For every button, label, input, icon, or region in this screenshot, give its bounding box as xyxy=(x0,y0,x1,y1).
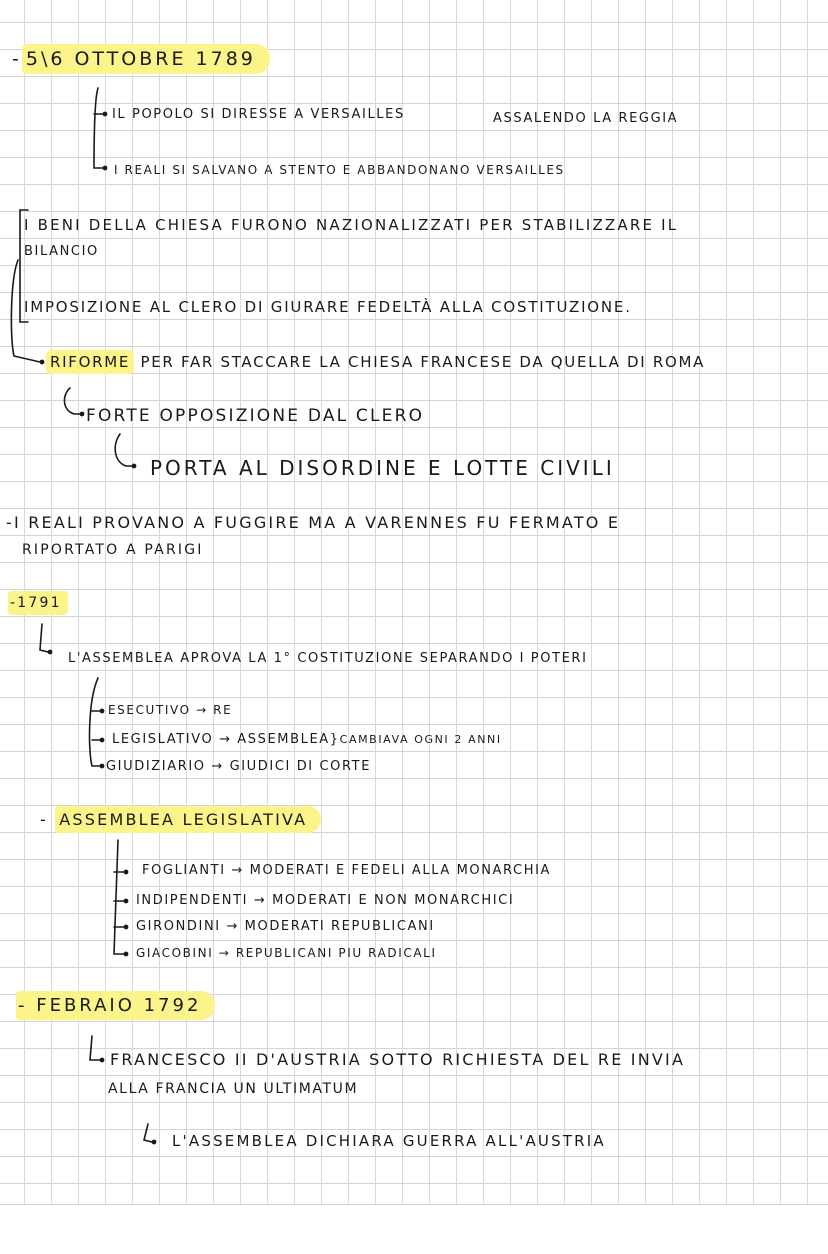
brace-icon: } xyxy=(329,732,340,747)
section-1791-heading xyxy=(8,596,68,610)
arrow-icon: → xyxy=(218,946,231,960)
group-girondini: GIRONDINI → MODERATI REPUBLICANI xyxy=(136,919,435,934)
flight-line-1: I REALI PROVANO A FUGGIRE MA A VARENNES FU FERMATO E xyxy=(13,513,621,532)
constitution-text: L'ASSEMBLEA APROVA LA 1° COSTITUZIONE SEPARANDO I POTERI xyxy=(68,651,588,666)
power-executive: ESECUTIVO → RE xyxy=(108,703,233,717)
section-1-item-2: I REALI SI SALVANO A STENTO E ABBANDONANO VERSAILLES xyxy=(114,163,565,177)
church-item-1-line-1: I BENI DELLA CHIESA FURONO NAZIONALIZZATI PER STABILIZZARE IL xyxy=(24,216,679,234)
assembly-highlight: ASSEMBLEA LEGISLATIVA xyxy=(55,806,321,833)
dash: - xyxy=(6,513,14,532)
arrow-icon: → xyxy=(226,919,239,934)
febraio-heading xyxy=(16,997,215,1015)
arrow-icon: → xyxy=(211,759,224,774)
group-giacobini: GIACOBINI → REPUBLICANI PIU RADICALI xyxy=(136,946,437,960)
year-1791: 1791 xyxy=(17,595,62,611)
flight-line-2: RIPORTATO A PARIGI xyxy=(22,542,204,558)
section-1-heading xyxy=(12,50,270,69)
church-consequence-2: PORTA AL DISORDINE E LOTTE CIVILI xyxy=(150,456,615,480)
power-legislative: LEGISLATIVO → ASSEMBLEA}CAMBIAVA OGNI 2 ANNI xyxy=(112,732,502,747)
dash: - xyxy=(18,995,28,1016)
dash: - xyxy=(40,810,48,829)
church-item-2: IMPOSIZIONE AL CLERO DI GIURARE FEDELTÀ ALLA COSTITUZIONE. xyxy=(24,298,632,316)
section-1-item-1-note: ASSALENDO LA REGGIA xyxy=(493,111,679,126)
arrow-icon: → xyxy=(231,863,244,878)
group-indipendenti: INDIPENDENTI → MODERATI E NON MONARCHICI xyxy=(136,893,515,908)
power-judicial: GIUDIZIARIO → GIUDICI DI CORTE xyxy=(106,759,372,774)
date-febraio-1792: FEBRAIO 1792 xyxy=(36,995,202,1016)
ultimatum-line-1: FRANCESCO II D'AUSTRIA SOTTO RICHIESTA DEL RE INVIA xyxy=(110,1050,686,1069)
church-consequence: FORTE OPPOSIZIONE DAL CLERO xyxy=(86,406,425,426)
dash: - xyxy=(10,595,18,611)
assembly-heading xyxy=(40,812,321,828)
section-1-item-1: IL POPOLO SI DIRESSE A VERSAILLES xyxy=(112,107,405,122)
church-result-text: PER FAR STACCARE LA CHIESA FRANCESE DA QUELLA DI ROMA xyxy=(140,353,706,371)
ultimatum-line-2: ALLA FRANCIA UN ULTIMATUM xyxy=(108,1081,359,1097)
church-result xyxy=(46,355,705,370)
arrow-icon: → xyxy=(219,732,232,747)
group-foglianti: FOGLIANTI → MODERATI E FEDELI ALLA MONARCHIA xyxy=(142,863,551,878)
arrow-icon: → xyxy=(196,703,208,717)
war-declaration: L'ASSEMBLEA DICHIARA GUERRA ALL'AUSTRIA xyxy=(172,1132,606,1150)
date-highlight: 5\6 OTTOBRE 1789 xyxy=(22,44,270,74)
arrow-icon: → xyxy=(253,893,267,908)
church-item-1-line-2: BILANCIO xyxy=(24,244,99,259)
riforme-highlight: RIFORME xyxy=(46,350,134,374)
dash: - xyxy=(12,48,22,70)
